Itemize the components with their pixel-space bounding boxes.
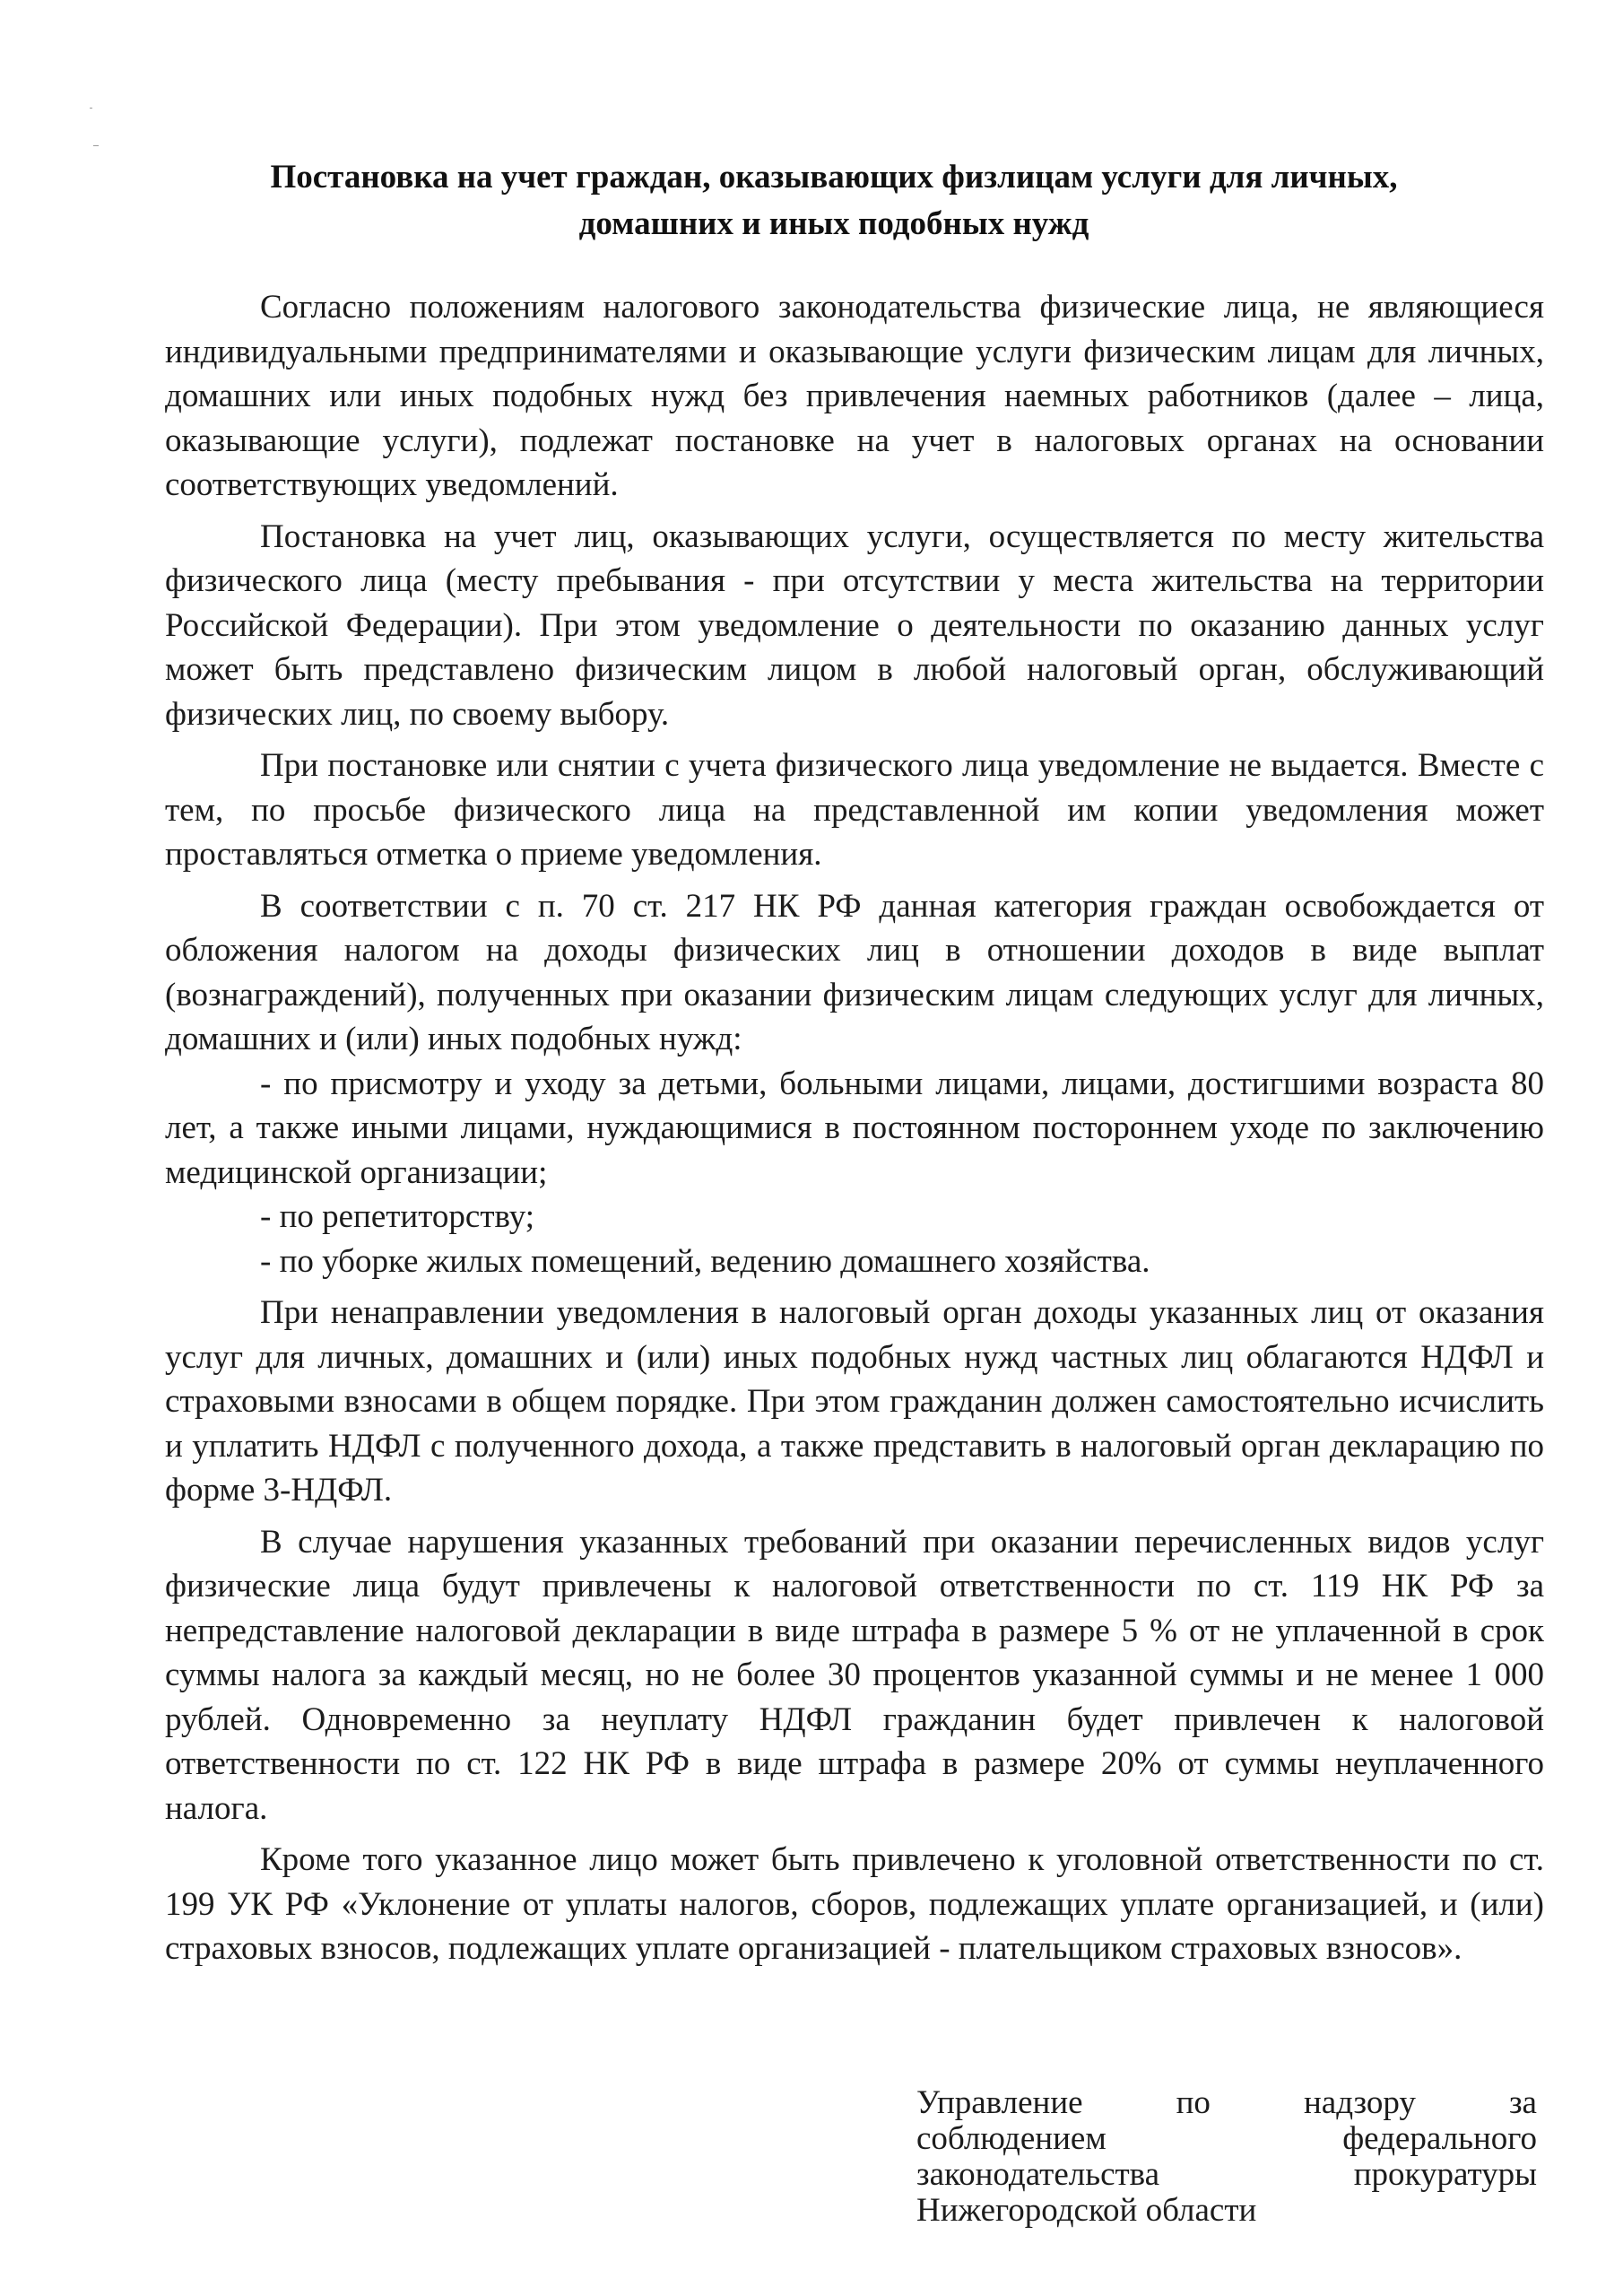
document-body [165, 285, 1544, 1971]
paragraph-3: При постановке или снятии с учета физического лица уведомление не выдается. Вместе с тем, по просьбе физического лица на представленной им копии уведомления может проставляться отметка о приеме уведомления. [165, 747, 1544, 873]
paragraph-7: Кроме того указанное лицо может быть привлечено к уголовной ответственности по ст. 199 УК РФ «Уклонение от уплаты налогов, сборов, подлежащих уплате организацией, и (или) страховых взносов, подлежащих уплате организацией - плательщиком страховых взносов». [165, 1841, 1544, 1967]
scan-speck [90, 108, 92, 109]
signature-row-1 [916, 2085, 1537, 2121]
signature-word: законодательства [916, 2156, 1160, 2193]
signature-word: соблюдением [916, 2120, 1107, 2157]
title-line-1: Постановка на учет граждан, оказывающих физлицам услуги для личных, [270, 159, 1398, 196]
paragraph-5: При ненаправлении уведомления в налоговый орган доходы указанных лиц от оказания услуг для личных, домашних и (или) иных подобных нужд частных лиц облагаются НДФЛ и страховыми взносами в общем порядке. При этом гражданин должен самостоятельно исчислить и уплатить НДФЛ с полученного дохода, а также представить в налоговый орган декларацию по форме 3-НДФЛ. [165, 1294, 1544, 1509]
paragraph-1: Согласно положениям налогового законодательства физические лица, не являющиеся индивидуальными предпринимателями и оказывающие услуги физическим лицам для личных, домашних или иных подобных нужд без привлечения наемных работников (далее – лица, оказывающие услуги), подлежат постановке на учет в налоговых органах на основании соответствующих уведомлений. [165, 289, 1544, 503]
list-item-tutoring: - по репетиторству; [260, 1198, 535, 1235]
signature-word: федерального [1342, 2120, 1537, 2157]
signature-row-4 [916, 2193, 1537, 2229]
scan-speck [93, 145, 99, 146]
signature-word: по [1176, 2084, 1211, 2121]
document-title [161, 154, 1506, 248]
signature-word: за [1508, 2084, 1537, 2121]
signature-word: Нижегородской области [916, 2192, 1257, 2229]
signature-block [916, 2085, 1537, 2229]
paragraph-6: В случае нарушения указанных требований при оказании перечисленных видов услуг физические лица будут привлечены к налоговой ответственности по ст. 119 НК РФ за непредставление налоговой декларации в виде штрафа в размере 5 % от не уплаченной в срок суммы налога за каждый месяц, но не более 30 процентов указанной суммы и не менее 1 000 рублей. Одновременно за неуплату НДФЛ гражданин будет привлечен к налоговой ответственности по ст. 122 НК РФ в виде штрафа в размере 20% от суммы неуплаченного налога. [165, 1523, 1544, 1827]
signature-word: Управление [916, 2084, 1083, 2121]
signature-row-3 [916, 2157, 1537, 2193]
signature-word: прокуратуры [1353, 2156, 1537, 2193]
paragraph-2: Постановка на учет лиц, оказывающих услуги, осуществляется по месту жительства физического лица (месту пребывания - при отсутствии у места жительства на территории Российской Федерации). При этом уведомление о деятельности по оказанию данных услуг может быть представлено физическим лицом в любой налоговый орган, обслуживающий физических лиц, по своему выбору. [165, 517, 1544, 733]
signature-row-2 [916, 2121, 1537, 2157]
paragraph-4: В соответствии с п. 70 ст. 217 НК РФ данная категория граждан освобождается от обложения налогом на доходы физических лиц в отношении доходов в виде выплат (вознаграждений), полученных при оказании физическим лицам следующих услуг для личных, домашних и (или) иных подобных нужд: [165, 887, 1544, 1057]
list-item-cleaning: - по уборке жилых помещений, ведению домашнего хозяйства. [260, 1242, 1150, 1280]
list-item-care: - по присмотру и уходу за детьми, больными лицами, лицами, достигшими возраста 80 лет, а также иными лицами, нуждающимися в постоянном постороннем уходе по заключению медицинской организации; [165, 1065, 1544, 1191]
title-line-2: домашних и иных подобных нужд [578, 205, 1089, 242]
signature-word: надзору [1303, 2084, 1416, 2121]
